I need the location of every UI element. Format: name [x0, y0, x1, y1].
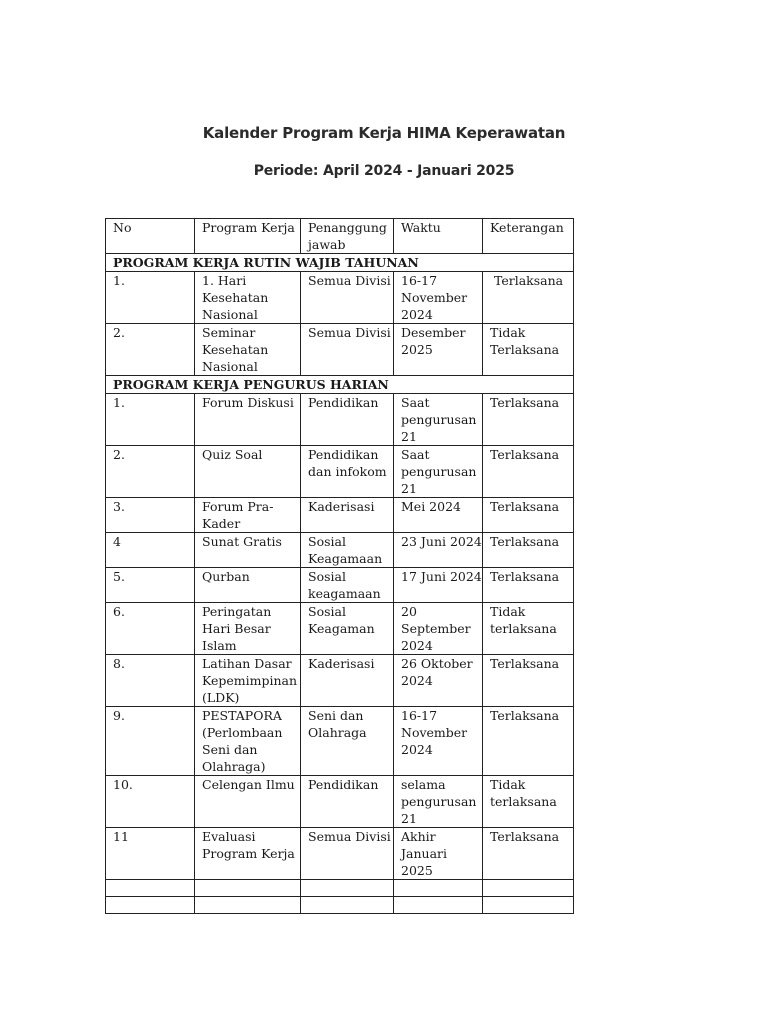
cell-keterangan: Terlaksana [483, 498, 574, 533]
cell-waktu: 23 Juni 2024 [394, 533, 483, 568]
cell-penanggung-jawab: Kaderisasi [301, 498, 394, 533]
cell-program: Seminar Kesehatan Nasional [195, 324, 301, 376]
cell-waktu: selama pengurusan 21 [394, 776, 483, 828]
cell-program: PESTAPORA (Perlombaan Seni dan Olahraga) [195, 707, 301, 776]
cell-keterangan: Terlaksana [483, 533, 574, 568]
table-row [106, 603, 574, 655]
empty-cell [483, 897, 574, 914]
cell-no: 10. [106, 776, 195, 828]
header-no: No [106, 219, 195, 254]
table-row [106, 707, 574, 776]
cell-penanggung-jawab: Seni dan Olahraga [301, 707, 394, 776]
table-row [106, 446, 574, 498]
cell-waktu: Akhir Januari 2025 [394, 828, 483, 880]
header-program-kerja: Program Kerja [195, 219, 301, 254]
empty-cell [394, 880, 483, 897]
cell-keterangan: Terlaksana [483, 828, 574, 880]
cell-program: Qurban [195, 568, 301, 603]
document-subtitle: Periode: April 2024 - Januari 2025 [253, 163, 515, 179]
cell-program: Celengan Ilmu [195, 776, 301, 828]
cell-program: Peringatan Hari Besar Islam [195, 603, 301, 655]
cell-keterangan: Tidak Terlaksana [483, 324, 574, 376]
document-title: Kalender Program Kerja HIMA Keperawatan [202, 124, 566, 142]
cell-keterangan: Tidak terlaksana [483, 776, 574, 828]
table-row [106, 394, 574, 446]
cell-no: 8. [106, 655, 195, 707]
cell-penanggung-jawab: Pendidikan [301, 776, 394, 828]
program-table [105, 218, 574, 914]
table-row [106, 828, 574, 880]
cell-program: Latihan Dasar Kepemimpinan (LDK) [195, 655, 301, 707]
cell-no: 9. [106, 707, 195, 776]
empty-cell [195, 880, 301, 897]
cell-no: 5. [106, 568, 195, 603]
section-title: PROGRAM KERJA PENGURUS HARIAN [106, 376, 574, 394]
cell-keterangan: Tidak terlaksana [483, 603, 574, 655]
cell-program: 1. Hari Kesehatan Nasional [195, 272, 301, 324]
cell-keterangan: Terlaksana [483, 272, 574, 324]
cell-penanggung-jawab: Sosial keagamaan [301, 568, 394, 603]
cell-penanggung-jawab: Semua Divisi [301, 272, 394, 324]
cell-keterangan: Terlaksana [483, 655, 574, 707]
cell-program: Evaluasi Program Kerja [195, 828, 301, 880]
empty-cell [106, 880, 195, 897]
header-keterangan: Keterangan [483, 219, 574, 254]
table-row [106, 776, 574, 828]
table-row [106, 533, 574, 568]
header-waktu: Waktu [394, 219, 483, 254]
cell-waktu: 16-17 November 2024 [394, 272, 483, 324]
cell-no: 11 [106, 828, 195, 880]
empty-cell [483, 880, 574, 897]
table-header-row [106, 219, 574, 254]
cell-program: Forum Diskusi [195, 394, 301, 446]
table-row [106, 655, 574, 707]
cell-no: 3. [106, 498, 195, 533]
cell-penanggung-jawab: Semua Divisi [301, 324, 394, 376]
table-row [106, 498, 574, 533]
cell-penanggung-jawab: Semua Divisi [301, 828, 394, 880]
cell-keterangan: Terlaksana [483, 707, 574, 776]
cell-penanggung-jawab: Kaderisasi [301, 655, 394, 707]
cell-keterangan: Terlaksana [483, 568, 574, 603]
header-penanggung-jawab: Penanggung jawab [301, 219, 394, 254]
cell-penanggung-jawab: Pendidikan [301, 394, 394, 446]
cell-waktu: 17 Juni 2024 [394, 568, 483, 603]
cell-no: 6. [106, 603, 195, 655]
cell-no: 1. [106, 394, 195, 446]
section-header-row [106, 376, 574, 394]
empty-cell [301, 880, 394, 897]
cell-penanggung-jawab: Sosial Keagamaan [301, 533, 394, 568]
empty-cell [301, 897, 394, 914]
table-row [106, 568, 574, 603]
cell-program: Quiz Soal [195, 446, 301, 498]
section-title: PROGRAM KERJA RUTIN WAJIB TAHUNAN [106, 254, 574, 272]
cell-no: 2. [106, 446, 195, 498]
cell-penanggung-jawab: Sosial Keagaman [301, 603, 394, 655]
cell-program: Forum Pra-Kader [195, 498, 301, 533]
cell-waktu: Desember 2025 [394, 324, 483, 376]
table-row [106, 272, 574, 324]
cell-waktu: 26 Oktober 2024 [394, 655, 483, 707]
cell-no: 4 [106, 533, 195, 568]
cell-penanggung-jawab: Pendidikan dan infokom [301, 446, 394, 498]
empty-cell [394, 897, 483, 914]
cell-waktu: Saat pengurusan 21 [394, 394, 483, 446]
cell-waktu: Saat pengurusan 21 [394, 446, 483, 498]
cell-waktu: 20 September 2024 [394, 603, 483, 655]
cell-no: 2. [106, 324, 195, 376]
empty-cell [195, 897, 301, 914]
empty-row [106, 897, 574, 914]
empty-row [106, 880, 574, 897]
cell-keterangan: Terlaksana [483, 446, 574, 498]
cell-no: 1. [106, 272, 195, 324]
cell-keterangan: Terlaksana [483, 394, 574, 446]
table-row [106, 324, 574, 376]
section-header-row [106, 254, 574, 272]
cell-program: Sunat Gratis [195, 533, 301, 568]
cell-waktu: Mei 2024 [394, 498, 483, 533]
empty-cell [106, 897, 195, 914]
cell-waktu: 16-17 November 2024 [394, 707, 483, 776]
